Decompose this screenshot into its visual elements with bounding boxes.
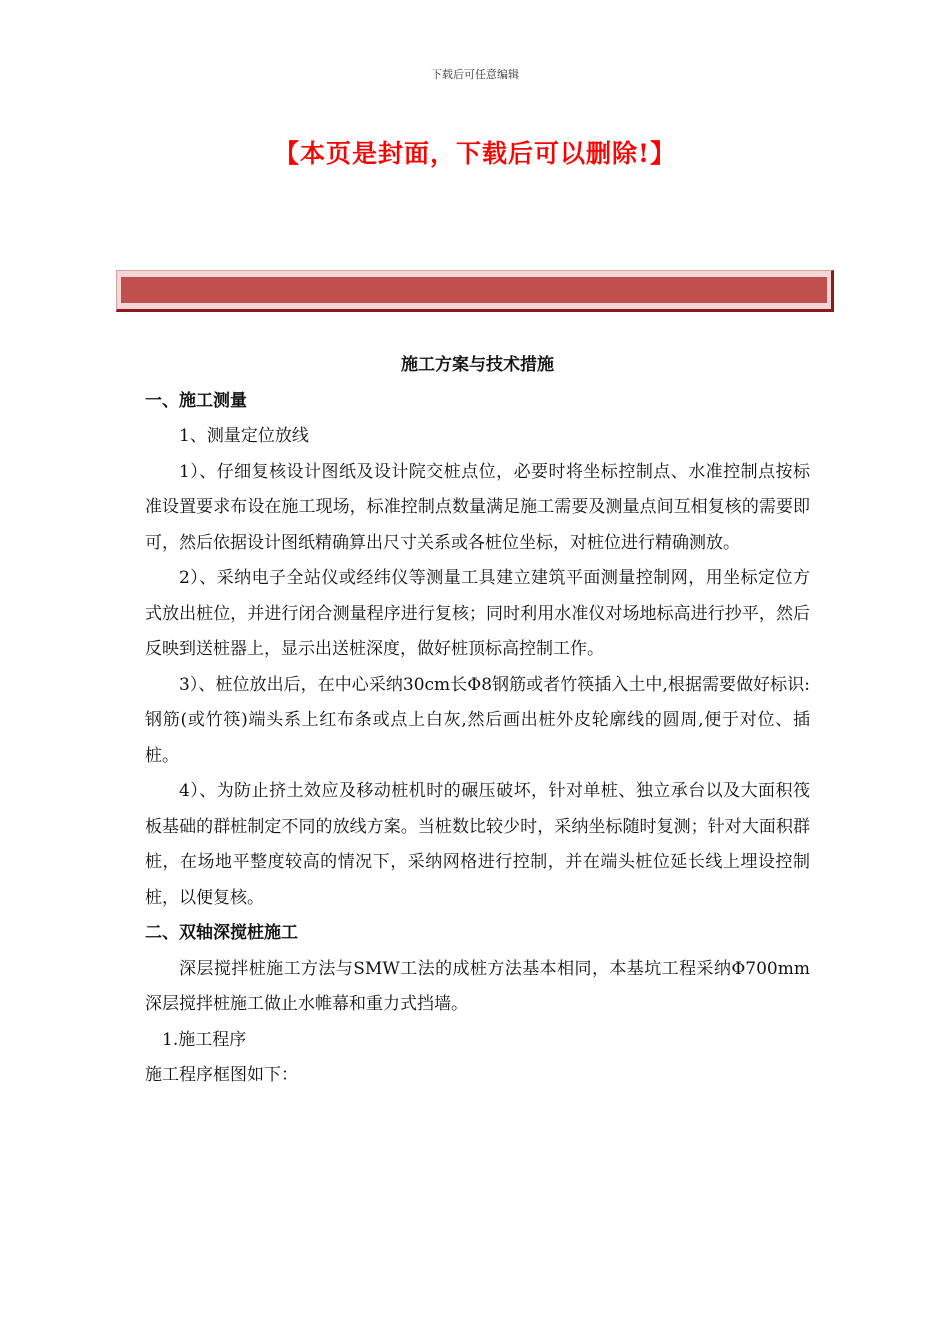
- section1-subheading: 1、测量定位放线: [179, 426, 309, 446]
- cover-notice: 【本页是封面，下载后可以删除!】: [274, 139, 676, 168]
- banner-fill: [121, 277, 827, 303]
- section2-heading: 二、双轴深搅桩施工: [145, 923, 298, 943]
- section1-paragraph-1: 1）、仔细复核设计图纸及设计院交桩点位，必要时将坐标控制点、水准控制点按标准设置要求布设在施工现场，标准控制点数量满足施工需要及测量点间互相复核的需要即可，然后依据设计图纸精确算出尺寸关系或各桩位坐标，对桩位进行精确测放。: [145, 461, 810, 553]
- section1-paragraph-3: 3）、桩位放出后，在中心采纳30cm长Φ8钢筋或者竹筷插入土中,根据需要做好标识:钢筋(或竹筷)端头系上红布条或点上白灰,然后画出桩外皮轮廓线的圆周,便于对位、插桩。: [145, 674, 810, 766]
- decorative-banner: [116, 270, 834, 312]
- document-body: [145, 348, 810, 1094]
- section1-heading: 一、施工测量: [145, 390, 247, 411]
- header-note: 下载后可任意编辑: [431, 68, 519, 81]
- section1-paragraph-2: 2）、采纳电子全站仪或经纬仪等测量工具建立建筑平面测量控制网，用坐标定位方式放出桩位，并进行闭合测量程序进行复核；同时利用水准仪对场地标高进行抄平，然后反映到送桩器上，显示出送桩深度，做好桩顶标高控制工作。: [145, 568, 810, 659]
- section2-step-heading: 1.施工程序: [162, 1029, 247, 1050]
- document-title: 施工方案与技术措施: [401, 355, 554, 375]
- section1-paragraph-4: 4）、为防止挤土效应及移动桩机时的碾压破坏，针对单桩、独立承台以及大面积筏板基础的群桩制定不同的放线方案。当桩数比较少时，采纳坐标随时复测；针对大面积群桩，在场地平整度较高的情况下，采纳网格进行控制，并在端头桩位延长线上埋设控制桩，以便复核。: [145, 781, 810, 908]
- section2-paragraph-1: 深层搅拌桩施工方法与SMW工法的成桩方法基本相同，本基坑工程采纳Φ700mm深层搅拌桩施工做止水帷幕和重力式挡墙。: [145, 958, 810, 1014]
- section2-step-note: 施工程序框图如下：: [145, 1065, 298, 1085]
